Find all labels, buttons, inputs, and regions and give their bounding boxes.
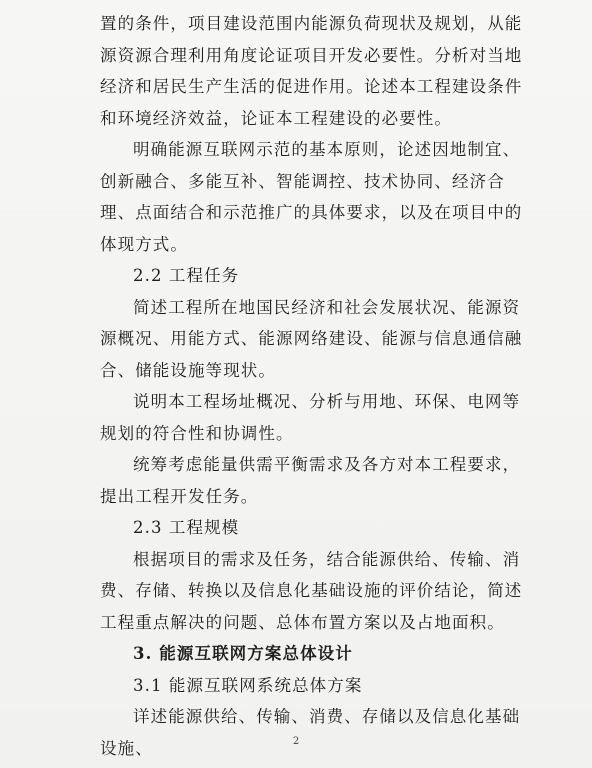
paragraph-site-overview: 说明本工程场址概况、分析与用地、环保、电网等规划的符合性和协调性。 bbox=[100, 392, 521, 443]
page-number: 2 bbox=[292, 736, 300, 747]
section-heading-3-1: 3.1 能源互联网系统总体方案 bbox=[133, 675, 363, 695]
document-body bbox=[100, 8, 530, 764]
paragraph-development-tasks: 统筹考虑能量供需平衡需求及各方对本工程要求，提出工程开发任务。 bbox=[100, 455, 521, 506]
section-heading-3: 3. 能源互联网方案总体设计 bbox=[133, 644, 353, 663]
section-heading-2-2: 2.2 工程任务 bbox=[133, 266, 240, 285]
section-heading-2-3: 2.3 工程规模 bbox=[133, 518, 240, 537]
paragraph-project-scale: 根据项目的需求及任务，结合能源供给、传输、消费、存储、转换以及信息化基础设施的评价结论，简述工程重点解决的问题、总体布置方案以及占地面积。 bbox=[100, 549, 523, 632]
paragraph-economic-status: 简述工程所在地国民经济和社会发展状况、能源资源概况、用能方式、能源网络建设、能源与信息通信融合、储能设施等现状。 bbox=[100, 297, 523, 380]
paragraph-basic-principles: 明确能源互联网示范的基本原则，论述因地制宜、创新融合、多能互补、智能调控、技术协同、经济合理、点面结合和示范推广的具体要求，以及在项目中的体现方式。 bbox=[100, 140, 523, 254]
paragraph-system-overview: 详述能源供给、传输、消费、存储以及信息化基础设施、 bbox=[100, 707, 521, 758]
paragraph-continuation: 置的条件，项目建设范围内能源负荷现状及规划，从能源资源合理利用角度论证项目开发必要性。分析对当地经济和居民生产生活的促进作用。论述本工程建设条件和环境经济效益，论证本工程建设的必要性。 bbox=[100, 14, 523, 128]
